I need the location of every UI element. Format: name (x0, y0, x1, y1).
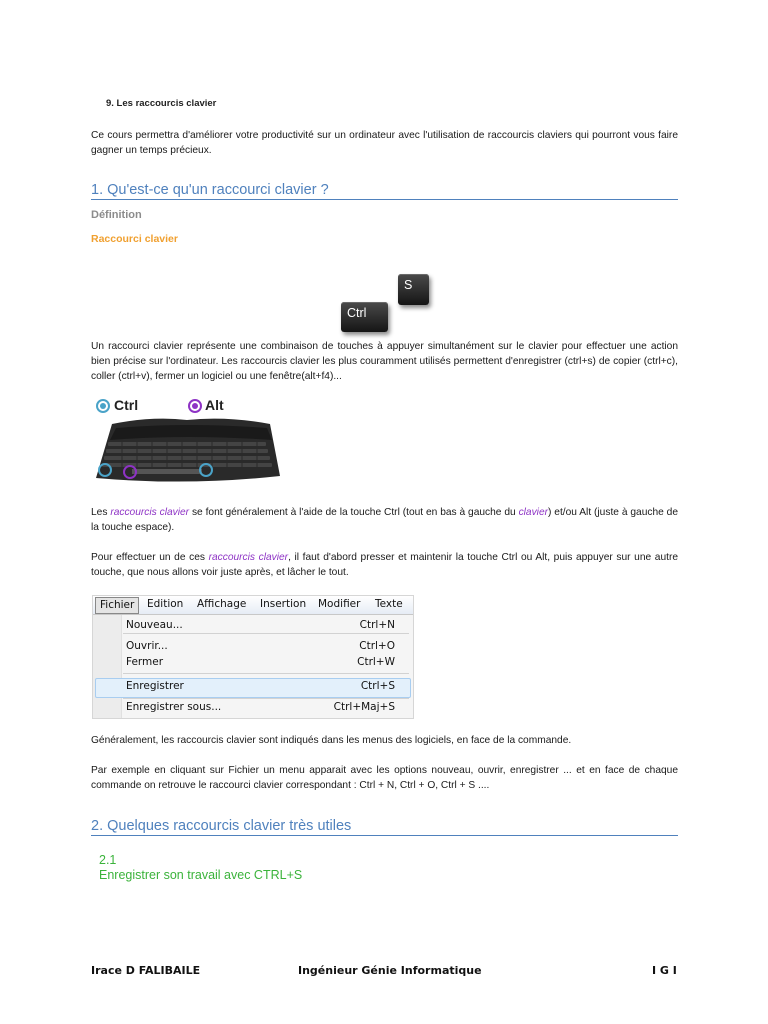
shortcut-nouveau: Ctrl+N (359, 619, 395, 631)
menu-insertion[interactable]: Insertion (260, 598, 307, 610)
definition-label: Définition (91, 209, 142, 221)
legend-ctrl: Ctrl (114, 397, 139, 413)
text-segment: ) et/ou Alt (juste à gauche de la touche espace). (91, 507, 678, 533)
menu-bar (93, 596, 413, 615)
shortcut-enregistrer-sous: Ctrl+Maj+S (333, 701, 395, 713)
s-key (398, 274, 429, 305)
menu-texte[interactable]: Texte (375, 598, 403, 610)
subsection-title: Enregistrer son travail avec CTRL+S (99, 868, 303, 882)
how-to-paragraph (91, 550, 678, 580)
ctrl-alt-paragraph (91, 505, 678, 535)
ctrl-key-label: Ctrl (347, 306, 367, 320)
text-segment: Les (91, 507, 111, 518)
file-menu-screenshot (92, 595, 414, 719)
menu-item-fermer[interactable]: Fermer (126, 656, 164, 668)
text-segment: Pour effectuer un de ces (91, 552, 209, 563)
menu-separator (123, 698, 409, 699)
shortcut-ouvrir: Ctrl+O (359, 640, 395, 652)
footer-author: Irace D FALIBAILE (91, 964, 201, 977)
intro-paragraph: Ce cours permettra d'améliorer votre productivité sur un ordinateur avec l'utilisation de raccourcis claviers qui pourront vous faire gagner un temps précieux. (91, 130, 678, 156)
footer-role: Ingénieur Génie Informatique (298, 964, 482, 977)
menu-item-enregistrer-sous[interactable]: Enregistrer sous... (126, 701, 222, 713)
menu-affichage[interactable]: Affichage (197, 598, 247, 610)
shortcut-enregistrer: Ctrl+S (360, 680, 395, 692)
menu-item-nouveau[interactable]: Nouveau... (126, 619, 183, 631)
menu-modifier[interactable]: Modifier (318, 598, 361, 610)
menu-edition[interactable]: Edition (147, 598, 184, 610)
heading-what-is-shortcut: 1. Qu'est-ce qu'un raccourci clavier ? (91, 182, 678, 200)
ctrl-key (341, 302, 388, 332)
link-clavier[interactable]: clavier (518, 507, 549, 518)
heading-useful-shortcuts: 2. Quelques raccourcis clavier très utiles (91, 818, 678, 836)
menu-dropdown (93, 615, 413, 718)
menu-separator (123, 673, 409, 674)
shortcut-fermer: Ctrl+W (357, 656, 395, 668)
text-segment: se font généralement à l'aide de la touche Ctrl (tout en bas à gauche du (189, 507, 519, 518)
menu-item-ouvrir[interactable]: Ouvrir... (126, 640, 168, 652)
section-heading: 9. Les raccourcis clavier (106, 98, 217, 109)
footer-org: I G I (652, 964, 677, 977)
text-segment: , il faut d'abord presser et maintenir la touche Ctrl ou Alt, puis appuyer sur une autre touche, que nous allons voir juste après, et lâcher le tout. (91, 552, 678, 578)
example-paragraph: Par exemple en cliquant sur Fichier un menu apparait avec les options nouveau, ouvrir, enregistrer ... et en face de chaque commande on retrouve le raccourci clavier correspondant : Ctrl + N, Ctrl + O, Ctrl + S .... (91, 765, 678, 791)
definition-paragraph: Un raccourci clavier représente une combinaison de touches à appuyer simultanément sur le clavier pour effectuer une action bien précise sur l'ordinateur. Les raccourcis clavier les plus couramment utilisés permettent d'enregistrer (ctrl+s) de copier (ctrl+c), coller (ctrl+v), fermer un logiciel ou une fenêtre(alt+f4)... (91, 341, 678, 382)
menu-item-enregistrer[interactable]: Enregistrer (126, 680, 184, 692)
link-raccourcis-clavier[interactable]: raccourcis clavier (110, 507, 190, 518)
s-key-label: S (404, 278, 413, 292)
menu-separator (123, 633, 409, 634)
legend-alt: Alt (205, 397, 224, 413)
menus-paragraph: Généralement, les raccourcis clavier sont indiqués dans les menus des logiciels, en face de la commande. (91, 735, 572, 746)
definition-term: Raccourci clavier (91, 233, 178, 245)
subsection-number: 2.1 (99, 853, 117, 867)
menu-icon-strip (93, 615, 122, 718)
link-raccourcis-clavier-2[interactable]: raccourcis clavier (208, 552, 289, 563)
keyboard-illustration (92, 394, 282, 486)
menu-fichier[interactable]: Fichier (95, 597, 139, 614)
